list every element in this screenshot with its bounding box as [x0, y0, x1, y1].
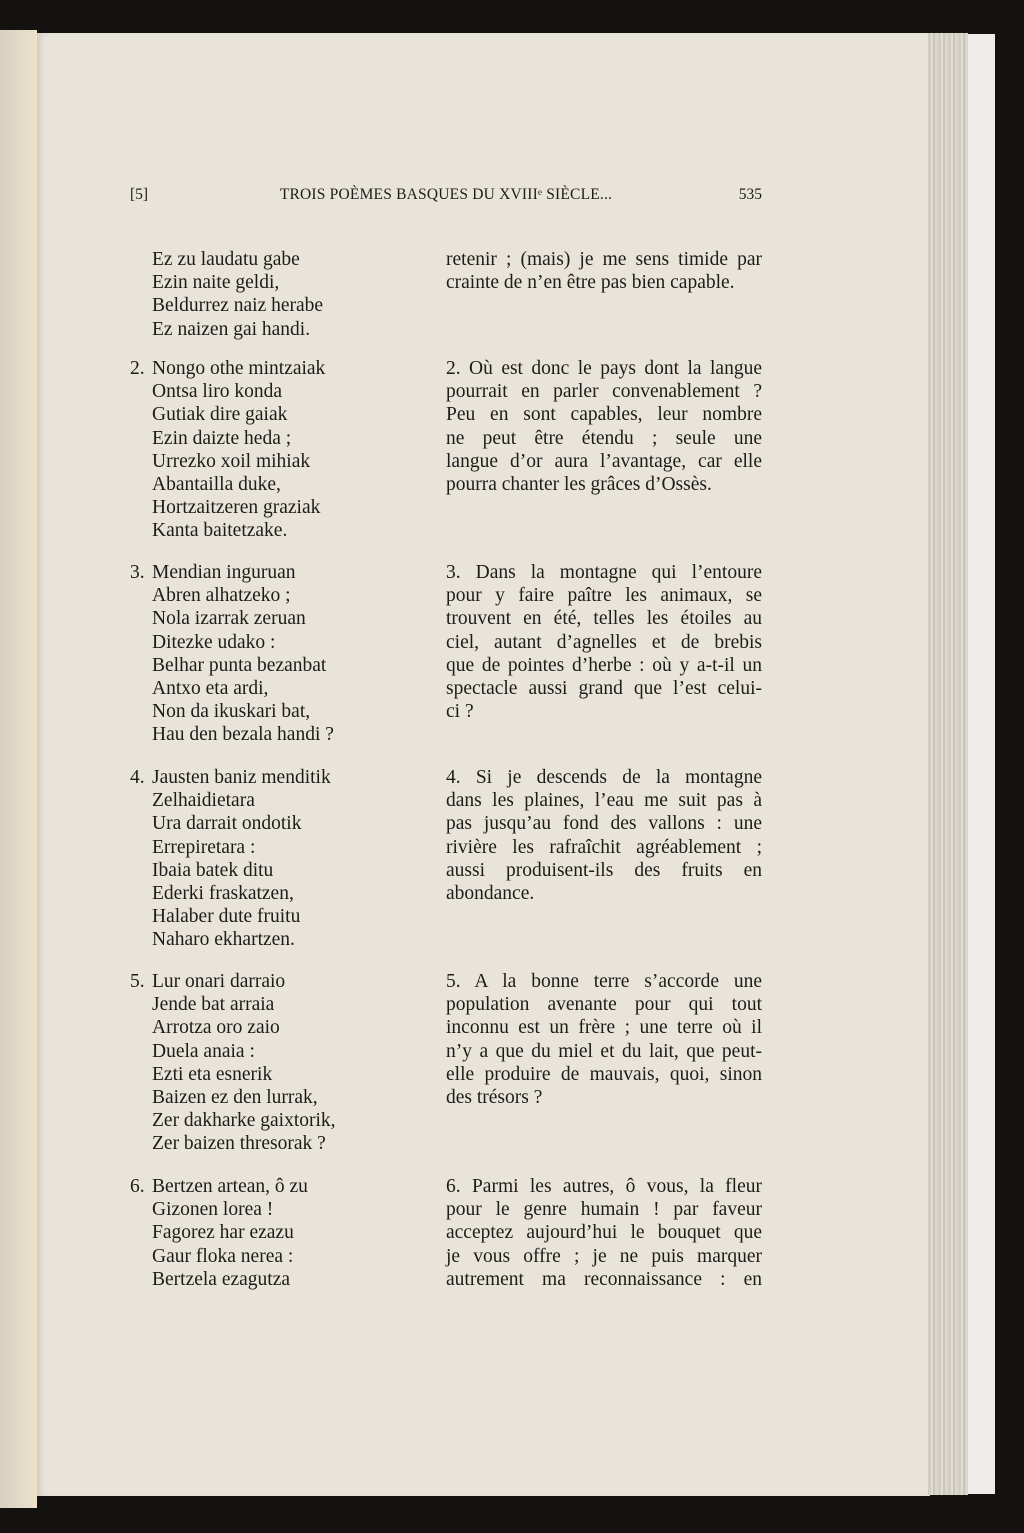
verse-line: Hau den bezala handi ?	[152, 724, 334, 746]
verse-line: Abantailla duke,	[152, 474, 281, 496]
basque-verse	[152, 766, 432, 952]
translation-line: pas jusqu’au fond des vallons : une	[446, 813, 762, 835]
verse-line: Halaber dute fruitu	[152, 906, 301, 928]
verse-line: Ederki fraskatzen,	[152, 883, 294, 905]
verse-line: Beldurrez naiz herabe	[152, 295, 324, 317]
verse-line: Zer baizen thresorak ?	[152, 1133, 326, 1155]
french-translation	[446, 1175, 762, 1291]
french-translation	[446, 561, 762, 723]
verse-line: Zelhaidietara	[152, 790, 255, 812]
verse-line: Ezti eta esnerik	[152, 1063, 273, 1085]
translation-line: 3. Dans la montagne qui l’entoure	[446, 562, 762, 583]
stanza-number: 5.	[130, 971, 145, 992]
translation-line: pourrait en parler convenablement ?	[446, 381, 762, 403]
verse-line: Fagorez har ezazu	[152, 1222, 294, 1244]
translation-line: 2. Où est donc le pays dont la langue	[446, 358, 762, 379]
translation-line: elle produire de mauvais, quoi, sinon	[446, 1063, 762, 1085]
stanza-number: 4.	[130, 767, 145, 788]
french-translation	[446, 766, 762, 905]
translation-line: spectacle aussi grand que l’est celui-	[446, 678, 762, 700]
translation-line: pourra chanter les grâces d’Ossès.	[446, 474, 712, 496]
stanza-number: 2.	[130, 358, 145, 379]
translation-line: langue d’or aura l’avantage, car elle	[446, 450, 762, 472]
previous-page-edge	[0, 30, 37, 1508]
verse-line: Gaur floka nerea :	[152, 1245, 294, 1267]
translation-line: inconnu est un frère ; une terre où il	[446, 1017, 762, 1039]
verse-line: Ura darrait ondotik	[152, 813, 302, 835]
translation-line: des trésors ?	[446, 1087, 543, 1109]
basque-verse	[152, 970, 432, 1156]
verse-line: Ezin daizte heda ;	[152, 427, 292, 449]
verse-line: Ezin naite geldi,	[152, 272, 280, 294]
verse-line: Gutiak dire gaiak	[152, 404, 288, 426]
translation-line: je vous offre ; je ne puis marquer	[446, 1245, 762, 1267]
verse-line: Non da ikuskari bat,	[152, 701, 311, 723]
page-stack-edges	[928, 33, 968, 1495]
translation-line: crainte de n’en être pas bien capable.	[446, 272, 735, 294]
verse-line: Kanta baitetzake.	[152, 520, 288, 542]
translation-line: abondance.	[446, 883, 535, 905]
verse-line: Ibaia batek ditu	[152, 859, 274, 881]
verse-line: Lur onari darraio	[152, 971, 286, 992]
translation-line: 4. Si je descends de la montagne	[446, 767, 762, 788]
translation-line: que de pointes d’herbe : où y a-t-il un	[446, 654, 762, 676]
verse-line: Baizen ez den lurrak,	[152, 1087, 318, 1109]
translation-line: retenir ; (mais) je me sens timide par	[446, 249, 762, 270]
verse-line: Hortzaitzeren graziak	[152, 497, 321, 519]
verse-line: Nongo othe mintzaiak	[152, 358, 326, 379]
verse-line: Duela anaia :	[152, 1040, 255, 1062]
verse-line: Ditezke udako :	[152, 631, 276, 653]
translation-line: ciel, autant d’agnelles et de brebis	[446, 631, 762, 653]
translation-line: dans les plaines, l’eau me suit pas à	[446, 790, 762, 812]
stanza-number: 6.	[130, 1176, 145, 1197]
basque-verse	[152, 248, 432, 341]
verse-line: Bertzen artean, ô zu	[152, 1176, 308, 1197]
verse-line: Antxo eta ardi,	[152, 678, 269, 700]
verse-line: Jende bat arraia	[152, 994, 275, 1016]
verse-line: Urrezko xoil mihiak	[152, 450, 311, 472]
translation-line: aussi produisent-ils des fruits en	[446, 859, 762, 881]
basque-verse	[152, 357, 432, 543]
stanza-number: 3.	[130, 562, 145, 583]
basque-verse	[152, 1175, 432, 1291]
translation-line: rivière les rafraîchit agréablement ;	[446, 836, 762, 858]
section-number: [5]	[130, 186, 149, 203]
verse-line: Errepiretara :	[152, 836, 256, 858]
page-number: 535	[738, 186, 762, 203]
translation-line: autrement ma reconnaissance : en	[446, 1268, 762, 1290]
translation-line: Peu en sont capables, leur nombre	[446, 404, 762, 426]
translation-line: trouvent en été, telles les étoiles au	[446, 608, 762, 630]
french-translation	[446, 970, 762, 1109]
verse-line: Ontsa liro konda	[152, 381, 282, 403]
verse-line: Abren alhatzeko ;	[152, 585, 291, 607]
french-translation	[446, 248, 762, 294]
verse-line: Jausten baniz menditik	[152, 767, 331, 788]
page-stack-cover	[968, 34, 995, 1494]
translation-line: n’y a que du miel et du lait, que peut-	[446, 1040, 762, 1062]
verse-line: Zer dakharke gaixtorik,	[152, 1110, 336, 1132]
verse-line: Nola izarrak zeruan	[152, 608, 306, 630]
translation-line: 5. A la bonne terre s’accorde une	[446, 971, 762, 992]
verse-line: Belhar punta bezanbat	[152, 654, 327, 676]
translation-line: ci ?	[446, 701, 474, 723]
translation-line: acceptez aujourd’hui le bouquet que	[446, 1222, 762, 1244]
translation-line: pour y faire paître les animaux, se	[446, 585, 762, 607]
basque-verse	[152, 561, 432, 747]
verse-line: Arrotza oro zaio	[152, 1017, 280, 1039]
verse-line: Gizonen lorea !	[152, 1199, 274, 1221]
verse-line: Ez naizen gai handi.	[152, 318, 311, 340]
translation-line: pour le genre humain ! par faveur	[446, 1199, 762, 1221]
running-header	[130, 186, 762, 208]
verse-line: Bertzela ezagutza	[152, 1268, 291, 1290]
translation-line: population avenante pour qui tout	[446, 994, 762, 1016]
translation-line: 6. Parmi les autres, ô vous, la fleur	[446, 1176, 762, 1197]
verse-line: Naharo ekhartzen.	[152, 929, 295, 951]
verse-line: Mendian inguruan	[152, 562, 296, 583]
translation-line: ne peut être étendu ; seule une	[446, 427, 762, 449]
running-title: TROIS POÈMES BASQUES DU XVIIIᵉ SIÈCLE...	[279, 186, 613, 203]
french-translation	[446, 357, 762, 496]
verse-line: Ez zu laudatu gabe	[152, 249, 300, 270]
